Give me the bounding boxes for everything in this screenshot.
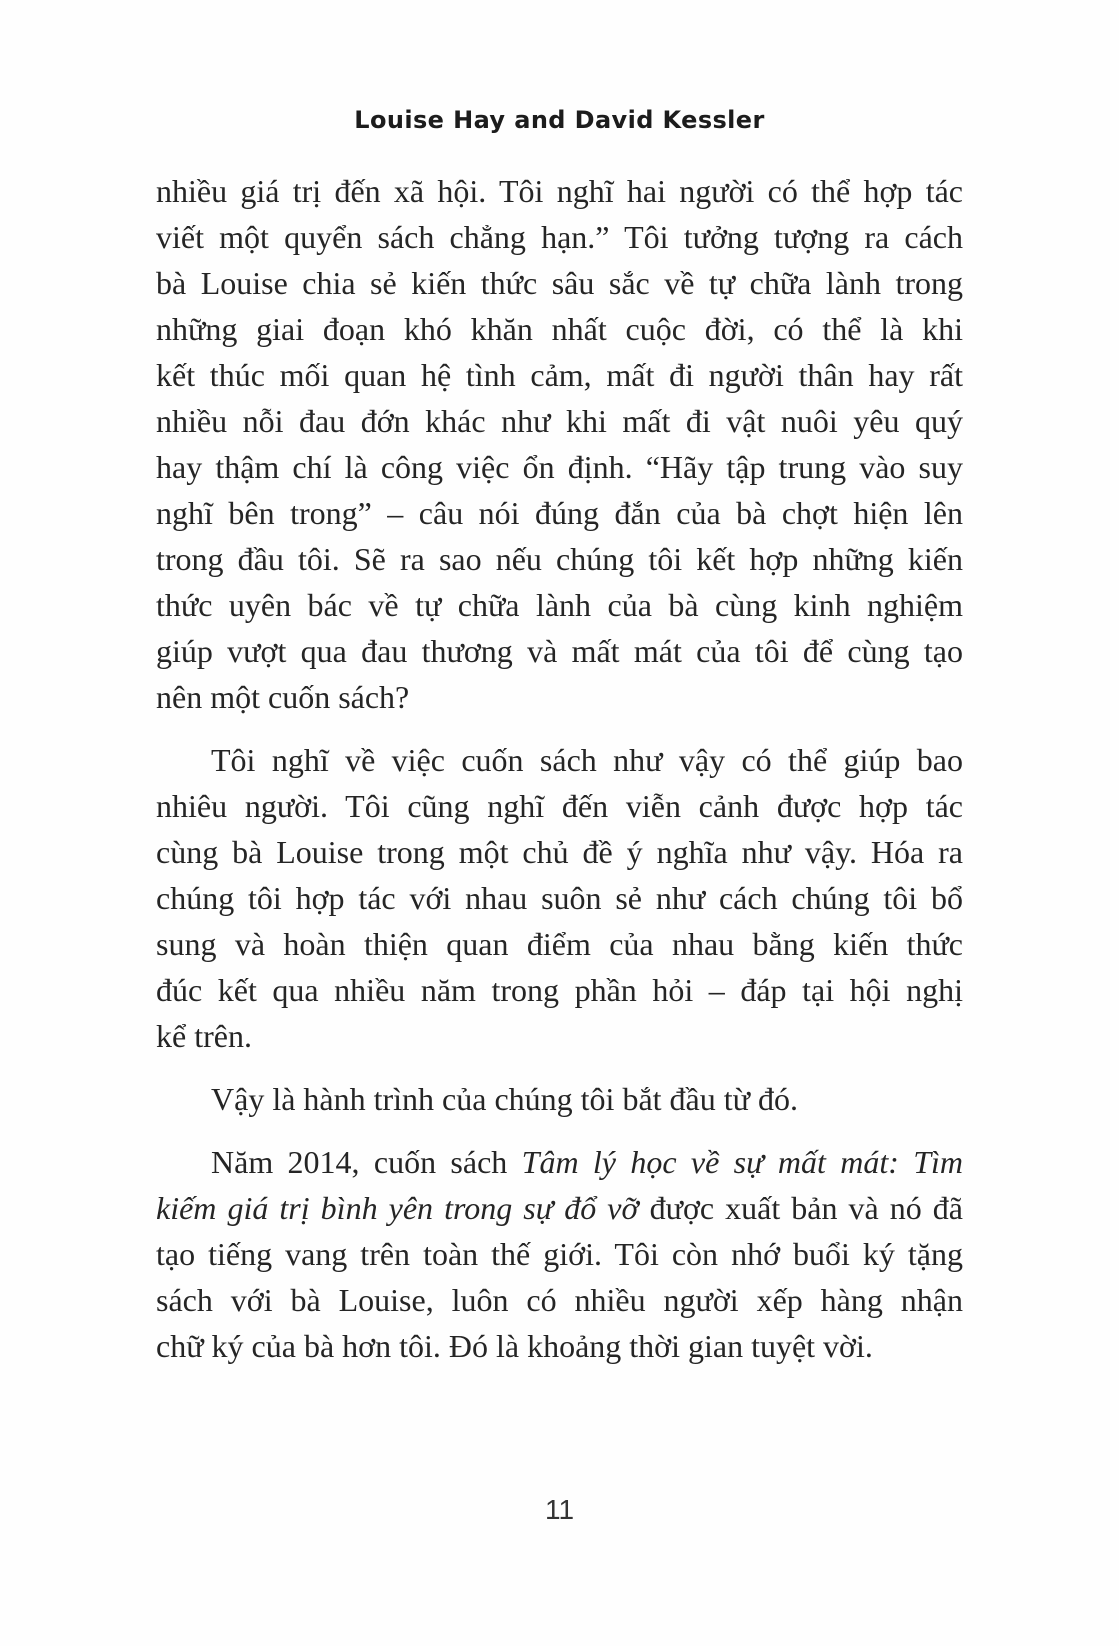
text-segment: chữ ký của bà hơn tôi. Đó là khoảng thời gian tuyệt vời. (156, 1328, 873, 1364)
text-segment: chúng tôi hợp tác với nhau suôn sẻ như cách chúng tôi bổ (156, 880, 963, 916)
text-segment: tạo tiếng vang trên toàn thế giới. Tôi còn nhớ buổi ký tặng (156, 1236, 963, 1272)
page-number: 11 (544, 1494, 575, 1525)
text-line (156, 398, 963, 444)
text-segment: những giai đoạn khó khăn nhất cuộc đời, có thể là khi (156, 311, 963, 347)
paragraph (156, 737, 963, 1059)
text-segment: thức uyên bác về tự chữa lành của bà cùng kinh nghiệm (156, 587, 963, 623)
text-line (156, 1277, 963, 1323)
book-title-italic: Tâm lý học về sự mất mát: Tìm (521, 1144, 964, 1180)
text-segment: kết thúc mối quan hệ tình cảm, mất đi người thân hay rất (156, 357, 963, 393)
text-line (156, 783, 963, 829)
text-segment: nên một cuốn sách? (156, 679, 410, 715)
text-line (156, 490, 963, 536)
text-line (156, 829, 963, 875)
text-line (156, 352, 963, 398)
text-segment: Vậy là hành trình của chúng tôi bắt đầu từ đó. (211, 1081, 798, 1117)
text-line (156, 1323, 963, 1369)
text-segment: được xuất bản và nó đã (638, 1190, 963, 1226)
text-line (156, 737, 963, 783)
book-title-italic: kiếm giá trị bình yên trong sự đổ vỡ (156, 1190, 639, 1226)
text-line (156, 967, 963, 1013)
text-segment: nghĩ bên trong” – câu nói đúng đắn của bà chợt hiện lên (156, 495, 963, 531)
text-segment: Tôi nghĩ về việc cuốn sách như vậy có thể giúp bao (211, 742, 963, 778)
running-header: Louise Hay and David Kessler (354, 106, 765, 134)
text-segment: Năm 2014, cuốn sách (211, 1144, 522, 1180)
text-segment: kể trên. (156, 1018, 252, 1054)
text-segment: hay thậm chí là công việc ổn định. “Hãy tập trung vào suy (156, 449, 963, 485)
text-line (156, 168, 963, 214)
text-line (156, 260, 963, 306)
text-line (156, 875, 963, 921)
text-segment: nhiêu người. Tôi cũng nghĩ đến viễn cảnh được hợp tác (156, 788, 963, 824)
text-line (156, 1185, 963, 1231)
body-text (156, 168, 963, 1369)
text-line (156, 674, 963, 720)
text-segment: giúp vượt qua đau thương và mất mát của tôi để cùng tạo (156, 633, 963, 669)
text-line (156, 628, 963, 674)
text-segment: sách với bà Louise, luôn có nhiều người xếp hàng nhận (156, 1282, 963, 1318)
text-segment: sung và hoàn thiện quan điểm của nhau bằng kiến thức (156, 926, 963, 962)
text-line (156, 582, 963, 628)
text-segment: nhiều nỗi đau đớn khác như khi mất đi vật nuôi yêu quý (156, 403, 963, 439)
text-line (156, 444, 963, 490)
text-segment: cùng bà Louise trong một chủ đề ý nghĩa như vậy. Hóa ra (156, 834, 963, 870)
text-line (156, 1076, 963, 1122)
paragraph (156, 1076, 963, 1122)
text-line (156, 1231, 963, 1277)
text-segment: nhiều giá trị đến xã hội. Tôi nghĩ hai người có thể hợp tác (156, 173, 963, 209)
text-line (156, 1139, 963, 1185)
text-segment: bà Louise chia sẻ kiến thức sâu sắc về tự chữa lành trong (156, 265, 963, 301)
paragraph (156, 1139, 963, 1369)
text-line (156, 921, 963, 967)
text-segment: trong đầu tôi. Sẽ ra sao nếu chúng tôi kết hợp những kiến (156, 541, 963, 577)
text-line (156, 306, 963, 352)
text-line (156, 1013, 963, 1059)
text-segment: viết một quyển sách chẳng hạn.” Tôi tưởng tượng ra cách (156, 219, 963, 255)
text-line (156, 536, 963, 582)
paragraph (156, 168, 963, 720)
text-segment: đúc kết qua nhiều năm trong phần hỏi – đáp tại hội nghị (156, 972, 963, 1008)
text-line (156, 214, 963, 260)
